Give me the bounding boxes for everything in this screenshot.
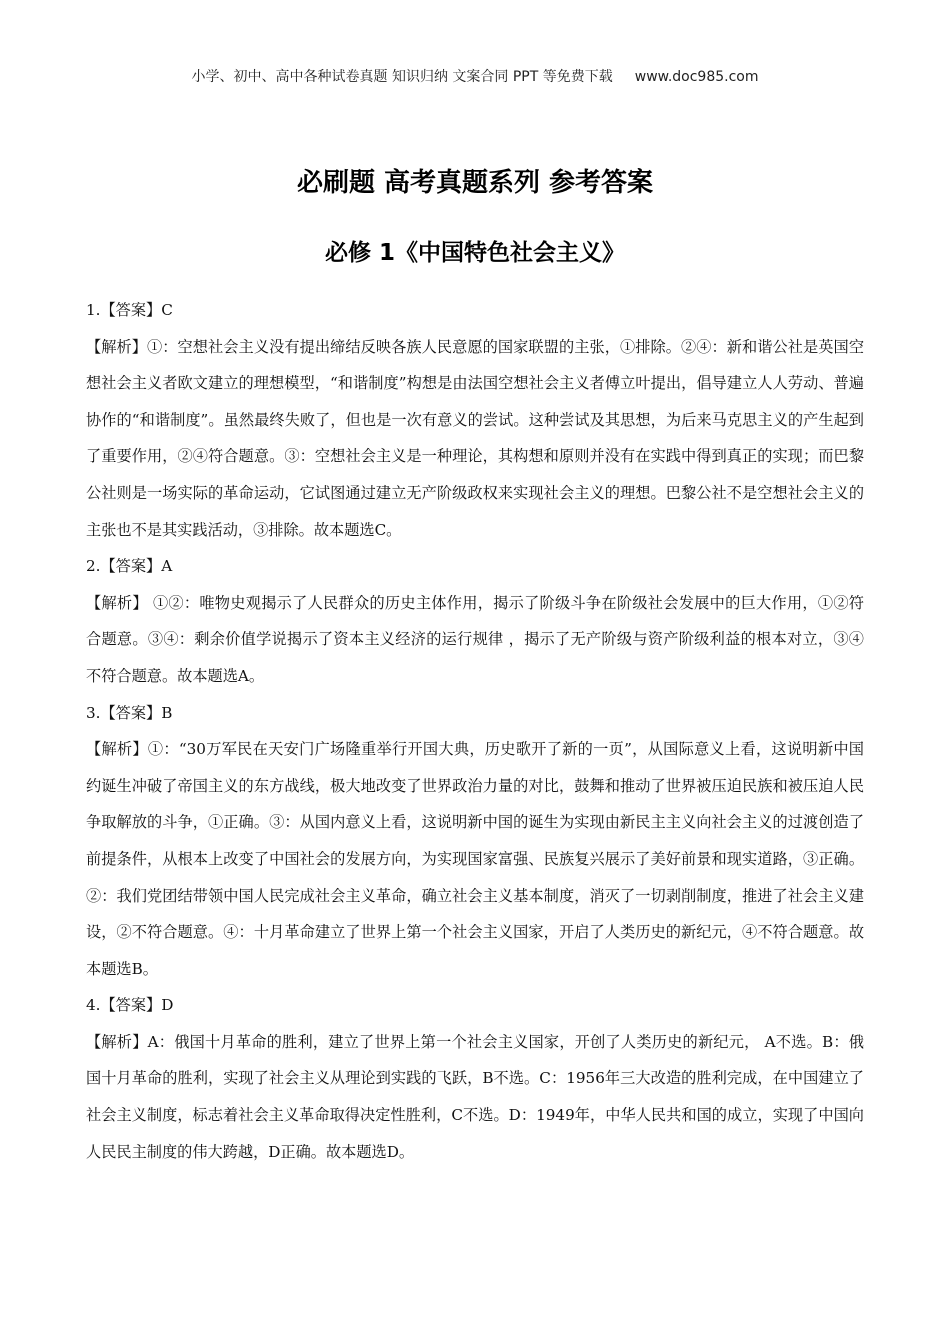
question-block-4 [86,987,864,1170]
question-block-2 [86,548,864,694]
question-block-3 [86,695,864,988]
document-title: 必刷题 高考真题系列 参考答案 [296,168,654,198]
analysis-paragraph: 【解析】①：空想社会主义没有提出缔结反映各族人民意愿的国家联盟的主张，①排除。②④：新和谐公社是英国空想社会主义者欧文建立的理想模型，“和谐制度”构想是由法国空想社会主义者傅立叶提出，倡导建立人人劳动、普遍协作的“和谐制度”。虽然最终失败了，但也是一次有意义的尝试。这种尝试及其思想，为后来马克思主义的产生起到了重要作用，②④符合题意。③：空想社会主义是一种理论，其构想和原则并没有在实践中得到真正的实现；而巴黎公社则是一场实际的革命运动，它试图通过建立无产阶级政权来实现社会主义的理想。巴黎公社不是空想社会主义的主张也不是其实践活动，③排除。故本题选C。 [86,337,864,539]
answer-line: 3.【答案】B [86,703,173,722]
header-url-link[interactable]: www.doc985.com [634,69,759,85]
answer-content [86,292,864,1170]
page-header [0,66,950,86]
answer-line: 4.【答案】D [86,996,174,1015]
header-text: 小学、初中、高中各种试卷真题 知识归纳 文案合同 PPT 等免费下载 [191,69,613,85]
answer-line: 1.【答案】C [86,301,173,319]
analysis-paragraph: 【解析】①：“30万军民在天安门广场隆重举行开国大典，历史歌开了新的一页”，从国际意义上看，这说明新中国约诞生冲破了帝国主义的东方战线，极大地改变了世界政治力量的对比，鼓舞和推动了世界被压迫民族和被压迫人民争取解放的斗争，①正确。③：从国内意义上看，这说明新中国的诞生为实现由新民主主义向社会主义的过渡创造了前提条件，从根本上改变了中国社会的发展方向，为实现国家富强、民族复兴展示了美好前景和现实道路，③正确。②：我们党团结带领中国人民完成社会主义革命，确立社会主义基本制度，消灭了一切剥削制度，推进了社会主义建设，②不符合题意。④：十月革命建立了世界上第一个社会主义国家，开启了人类历史的新纪元，④不符合题意。故本题选B。 [86,740,864,978]
document-subtitle: 必修 1《中国特色社会主义》 [324,240,625,266]
analysis-paragraph: 【解析】 ①②：唯物史观揭示了人民群众的历史主体作用，揭示了阶级斗争在阶级社会发展中的巨大作用，①②符合题意。③④：剩余价值学说揭示了资本主义经济的运行规律 ，揭示了无产阶级与资产阶级利益的根本对立，③④不符合题意。故本题选A。 [86,593,864,685]
answer-line: 2.【答案】A [86,557,173,576]
question-block-1 [86,292,864,548]
analysis-paragraph: 【解析】A：俄国十月革命的胜利，建立了世界上第一个社会主义国家，开创了人类历史的新纪元， A不选。B：俄国十月革命的胜利，实现了社会主义从理论到实践的飞跃，B不选。C：1956年三大改造的胜利完成，在中国建立了社会主义制度，标志着社会主义革命取得决定性胜利，C不选。D：1949年，中华人民共和国的成立，实现了中国向人民民主制度的伟大跨越，D正确。故本题选D。 [86,1032,864,1161]
